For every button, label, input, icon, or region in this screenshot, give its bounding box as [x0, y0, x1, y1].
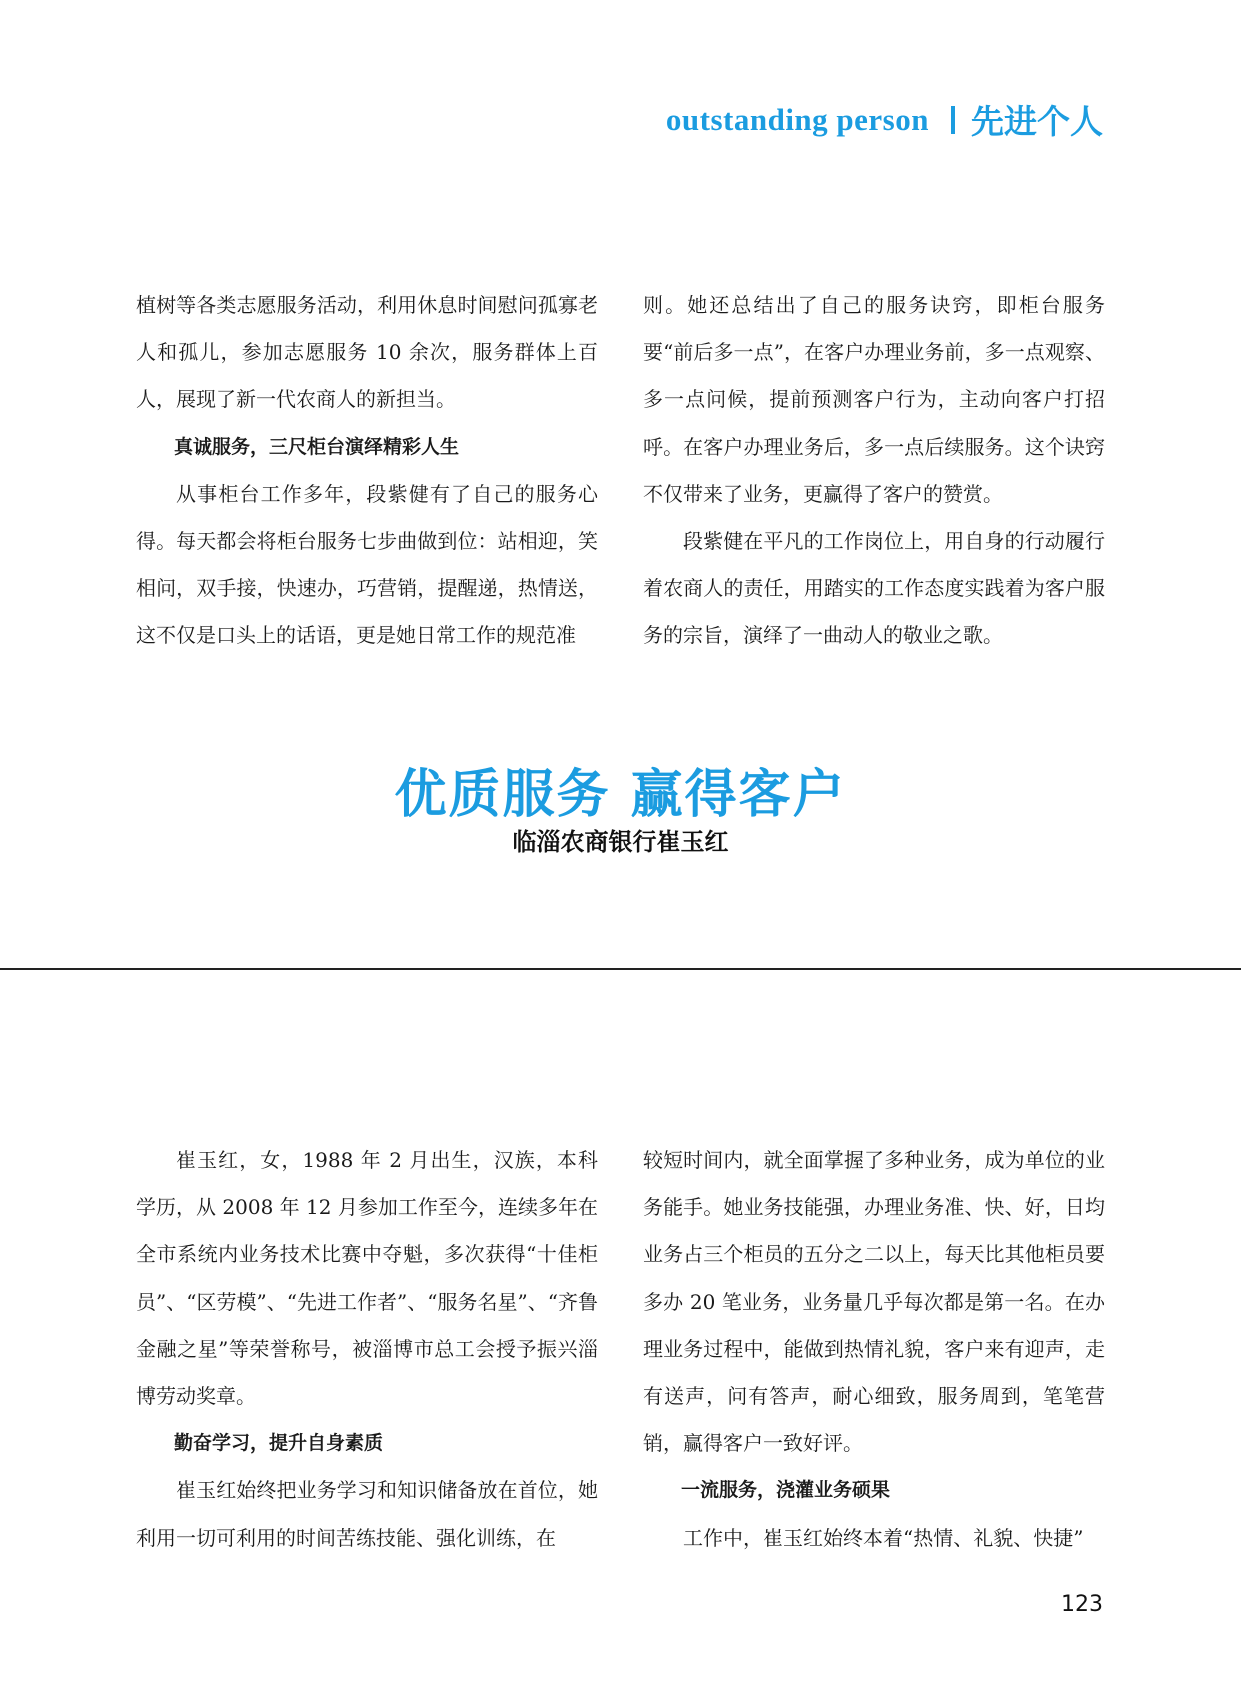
- section-header: [666, 96, 1103, 143]
- paragraph: 较短时间内，就全面掌握了多种业务，成为单位的业务能手。她业务技能强，办理业务准、快、好，日均业务占三个柜员的五分之二以上，每天比其他柜员要多办 20 笔业务，业务量几乎每次都是第一名。在办理业务过程中，能做到热情礼貌，客户来有迎声，走有送声，问有答声，耐心细致，服务周到，笔笔营销，赢得客户一致好评。: [643, 1148, 1105, 1456]
- top-right-column: [643, 282, 1105, 660]
- subheading: 勤奋学习，提升自身素质: [174, 1432, 384, 1455]
- divider-line: [0, 968, 1241, 970]
- paragraph: 崔玉红，女，1988 年 2 月出生，汉族，本科学历，从 2008 年 12 月参加工作至今，连续多年在全市系统内业务技术比赛中夺魁，多次获得“十佳柜员”、“区劳模”、“先进工作者”、“服务名星”、“齐鲁金融之星”等荣誉称号，被淄博市总工会授予振兴淄博劳动奖章。: [136, 1148, 598, 1409]
- article-title: 优质服务 赢得客户: [394, 765, 847, 825]
- paragraph: 则。她还总结出了自己的服务诀窍，即柜台服务要“前后多一点”，在客户办理业务前，多一点观察、多一点问候，提前预测客户行为，主动向客户打招呼。在客户办理业务后，多一点后续服务。这个诀窍不仅带来了业务，更赢得了客户的赞赏。: [643, 293, 1105, 506]
- bottom-right-column: [643, 1137, 1105, 1562]
- paragraph: 崔玉红始终把业务学习和知识储备放在首位，她利用一切可利用的时间苦练技能、强化训练，在: [136, 1478, 598, 1550]
- paragraph: 植树等各类志愿服务活动，利用休息时间慰问孤寡老人和孤儿，参加志愿服务 10 余次，服务群体上百人，展现了新一代农商人的新担当。: [136, 293, 598, 412]
- bottom-left-column: [136, 1137, 598, 1562]
- subheading: 真诚服务，三尺柜台演绎精彩人生: [174, 435, 460, 458]
- section-header-cn: 先进个人: [971, 102, 1103, 141]
- paragraph: 从事柜台工作多年，段紫健有了自己的服务心得。每天都会将柜台服务七步曲做到位：站相迎，笑相问，双手接，快速办，巧营销，提醒递，热情送，这不仅是口头上的话语，更是她日常工作的规范准: [136, 481, 598, 648]
- paragraph: 工作中，崔玉红始终本着“热情、礼貌、快捷”: [683, 1525, 1084, 1550]
- subheading: 一流服务，浇灌业务硕果: [681, 1479, 891, 1502]
- top-left-column: [136, 282, 598, 660]
- section-header-en: outstanding person: [665, 101, 929, 137]
- paragraph: 段紫健在平凡的工作岗位上，用自身的行动履行着农商人的责任，用踏实的工作态度实践着为客户服务的宗旨，演绎了一曲动人的敬业之歌。: [643, 529, 1105, 648]
- page-number: 123: [1061, 1592, 1103, 1617]
- article-subtitle: 临淄农商银行崔玉红: [512, 828, 729, 856]
- header-divider: [951, 106, 955, 134]
